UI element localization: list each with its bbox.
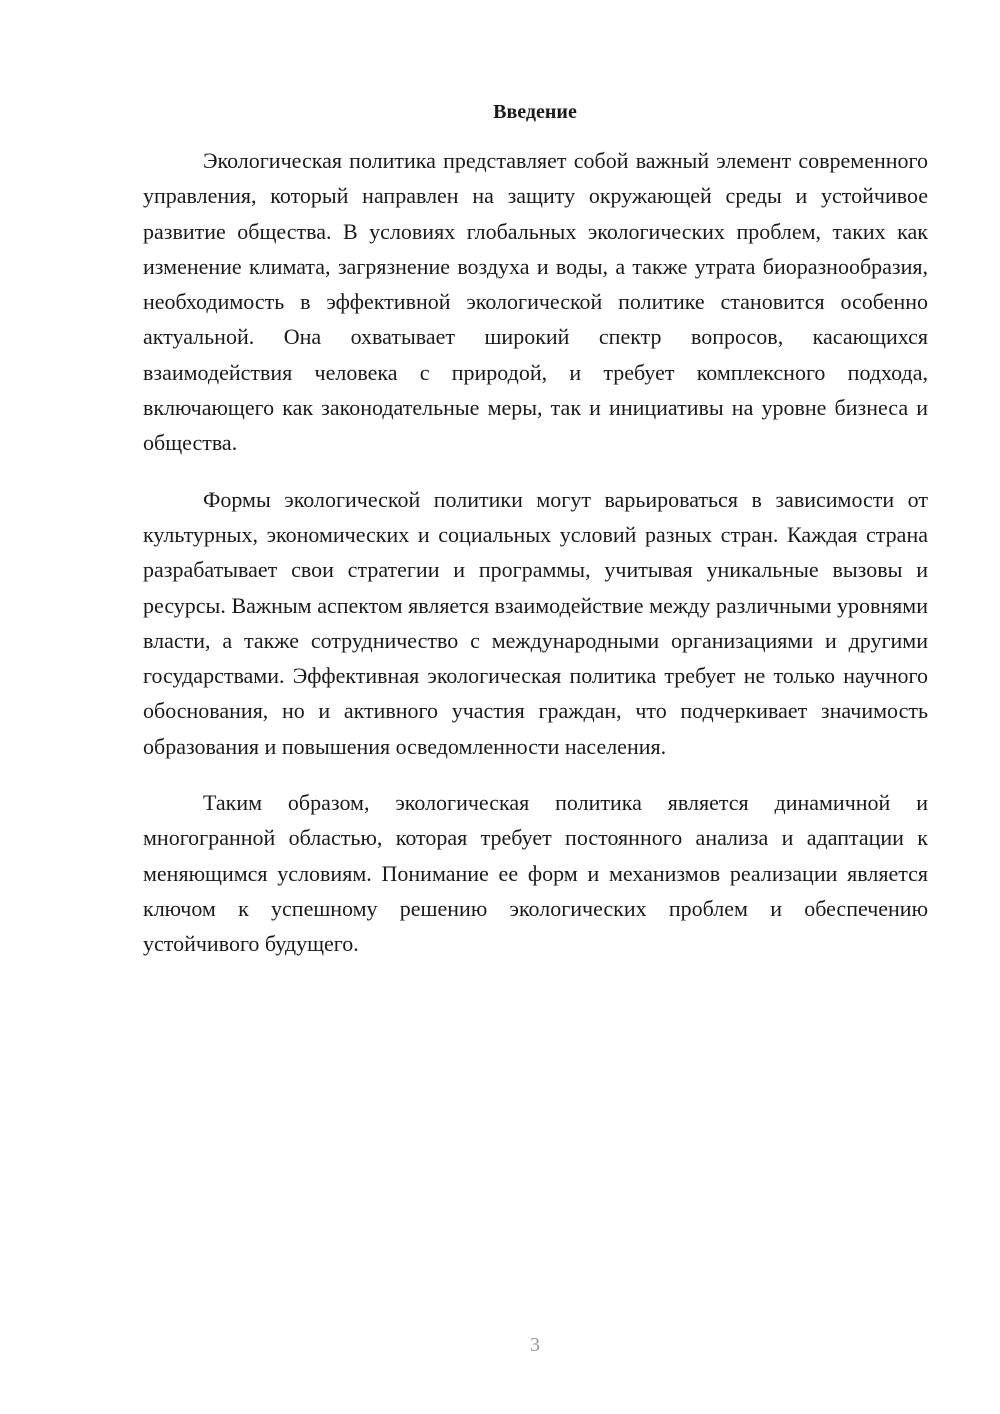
body-text [143,143,928,983]
paragraph-1: Экологическая политика представляет собой важный элемент современного управления, который направлен на защиту окружающей среды и устойчивое развитие общества. В условиях глобальных экологических проблем, таких как изменение климата, загрязнение воздуха и воды, а также утрата биоразнообразия, необходимость в эффективной экологической политике становится особенно актуальной. Она охватывает широкий спектр вопросов, касающихся взаимодействия человека с природой, и требует комплексного подхода, включающего как законодательные меры, так и инициативы на уровне бизнеса и общества. [143,148,928,456]
page-title: Введение [493,101,577,123]
page-number: 3 [530,1334,540,1356]
paragraph-2: Формы экологической политики могут варьироваться в зависимости от культурных, экономических и социальных условий разных стран. Каждая страна разрабатывает свои стратегии и программы, учитывая уникальные вызовы и ресурсы. Важным аспектом является взаимодействие между различными уровнями власти, а также сотрудничество с международными организациями и другими государствами. Эффективная экологическая политика требует не только научного обоснования, но и активного участия граждан, что подчеркивает значимость образования и повышения осведомленности населения. [143,486,928,759]
paragraph-3: Таким образом, экологическая политика является динамичной и многогранной областью, которая требует постоянного анализа и адаптации к меняющимся условиям. Понимание ее форм и механизмов реализации является ключом к успешному решению экологических проблем и обеспечению устойчивого будущего. [143,790,928,957]
